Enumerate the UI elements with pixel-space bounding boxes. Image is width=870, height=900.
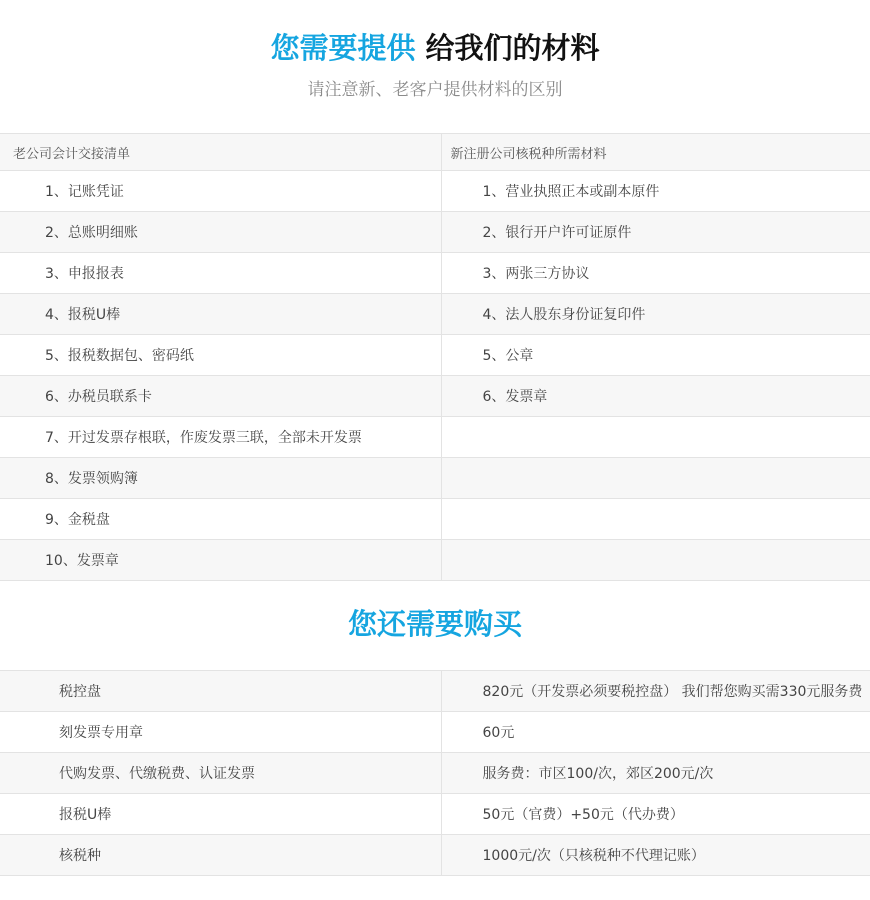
table-row: [0, 499, 870, 540]
old-company-item: 3、申报报表: [0, 253, 441, 294]
old-company-item: 10、发票章: [0, 540, 441, 581]
purchase-item: 代购发票、代缴税费、认证发票: [0, 753, 441, 794]
page-title-highlight: 您需要提供: [270, 31, 416, 65]
purchase-price: 1000元/次（只核税种不代理记账）: [441, 835, 870, 876]
old-company-item: 4、报税U棒: [0, 294, 441, 335]
table-row: [0, 753, 870, 794]
page-subtitle: 请注意新、老客户提供材料的区别: [307, 80, 563, 100]
purchase-item: 报税U棒: [0, 794, 441, 835]
purchase-table: [0, 670, 870, 876]
page-title-rest: 给我们的材料: [415, 31, 600, 65]
new-company-item: [441, 417, 870, 458]
old-company-item: 5、报税数据包、密码纸: [0, 335, 441, 376]
table-row: [0, 294, 870, 335]
old-company-item: 6、办税员联系卡: [0, 376, 441, 417]
purchase-price: 服务费：市区100/次，郊区200元/次: [441, 753, 870, 794]
table-row: [0, 540, 870, 581]
purchase-price: 820元（开发票必须要税控盘） 我们帮您购买需330元服务费: [441, 671, 870, 712]
new-company-item: 4、法人股东身份证复印件: [441, 294, 870, 335]
table-row: [0, 458, 870, 499]
new-company-item: [441, 499, 870, 540]
purchase-price: 60元: [441, 712, 870, 753]
new-company-item: 6、发票章: [441, 376, 870, 417]
column-header-new-company: 新注册公司核税种所需材料: [441, 134, 870, 171]
materials-header-row: [0, 134, 870, 171]
purchase-item: 核税种: [0, 835, 441, 876]
old-company-item: 7、开过发票存根联，作废发票三联，全部未开发票: [0, 417, 441, 458]
new-company-item: [441, 540, 870, 581]
table-row: [0, 835, 870, 876]
old-company-item: 8、发票领购簿: [0, 458, 441, 499]
table-row: [0, 671, 870, 712]
table-row: [0, 212, 870, 253]
table-row: [0, 335, 870, 376]
table-row: [0, 253, 870, 294]
purchase-item: 税控盘: [0, 671, 441, 712]
new-company-item: 1、营业执照正本或副本原件: [441, 171, 870, 212]
materials-table: [0, 133, 870, 581]
table-row: [0, 712, 870, 753]
new-company-item: 3、两张三方协议: [441, 253, 870, 294]
purchase-item: 刻发票专用章: [0, 712, 441, 753]
page-title: [0, 26, 870, 70]
old-company-item: 2、总账明细账: [0, 212, 441, 253]
new-company-item: [441, 458, 870, 499]
purchase-price: 50元（官费）+50元（代办费）: [441, 794, 870, 835]
column-header-old-company: 老公司会计交接清单: [0, 134, 441, 171]
purchase-section-title: 您还需要购买: [347, 607, 522, 641]
table-row: [0, 171, 870, 212]
new-company-item: 5、公章: [441, 335, 870, 376]
old-company-item: 1、记账凭证: [0, 171, 441, 212]
table-row: [0, 417, 870, 458]
old-company-item: 9、金税盘: [0, 499, 441, 540]
table-row: [0, 376, 870, 417]
new-company-item: 2、银行开户许可证原件: [441, 212, 870, 253]
table-row: [0, 794, 870, 835]
